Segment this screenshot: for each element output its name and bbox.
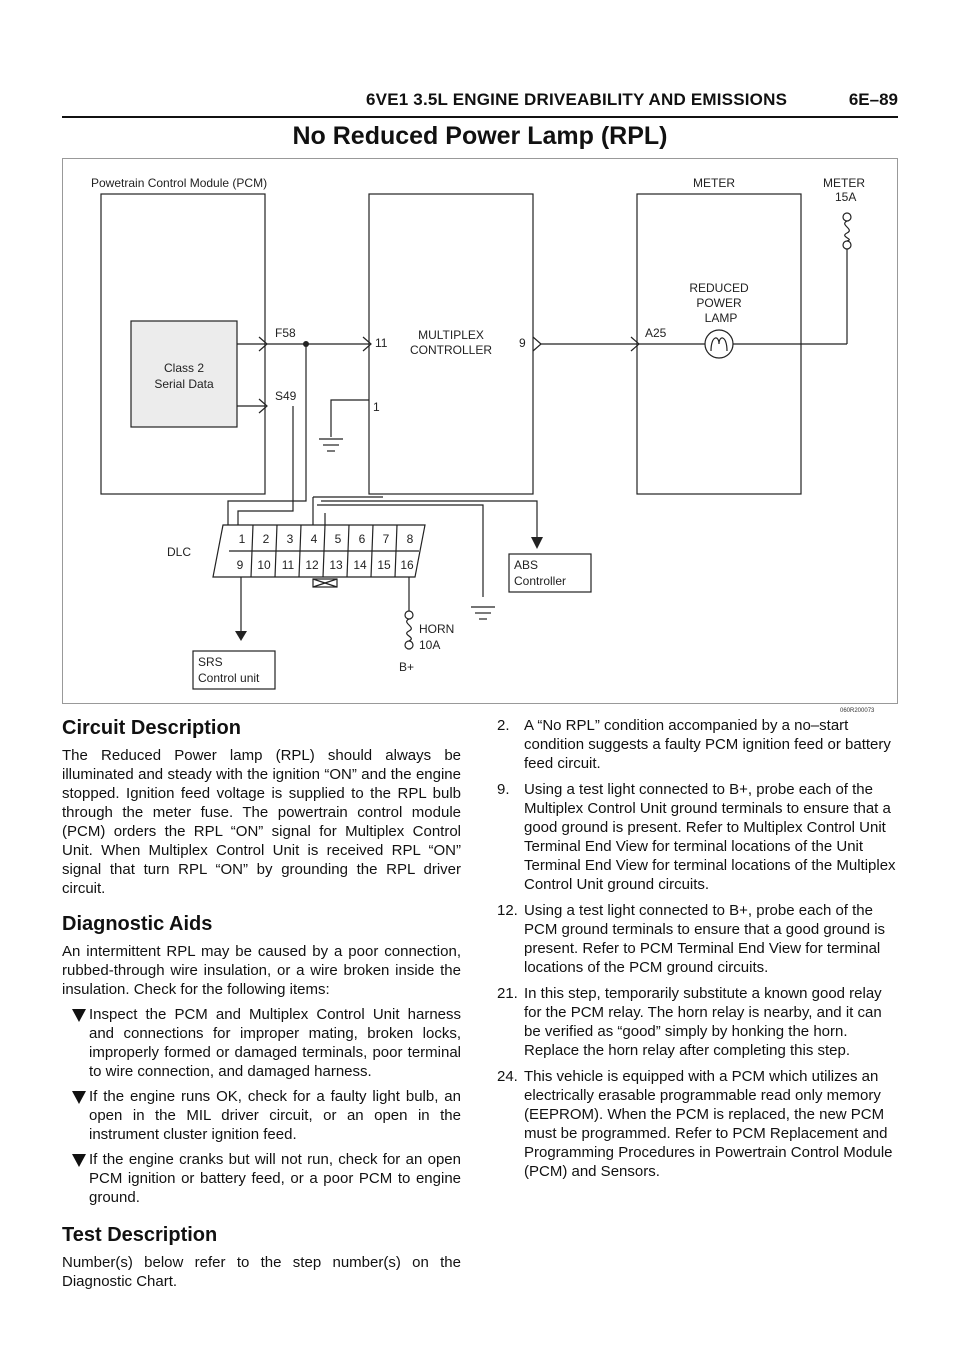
- right-column: [497, 716, 898, 1188]
- diagnostic-aids-intro: An intermittent RPL may be caused by a poor connection, rubbed-through wire insulation, or a wire broken inside the insulation. Check for the following items:: [62, 943, 461, 998]
- wiring-diagram: [62, 158, 898, 704]
- srs-line1: SRS: [198, 655, 223, 669]
- bplus-label: B+: [399, 660, 415, 674]
- abs-line2: Controller: [514, 574, 567, 588]
- pcm-label: Powetrain Control Module (PCM): [91, 176, 268, 190]
- page-title: No Reduced Power Lamp (RPL): [292, 122, 668, 150]
- dlc-pin: 3: [286, 532, 294, 546]
- left-column: [62, 716, 461, 1301]
- dlc-pin: 7: [382, 532, 390, 546]
- step-item: 9. Using a test light connected to B+, probe each of the Multiplex Control Unit ground terminals to ensure that a good ground is present. Refer to Multiplex Control Unit Terminal End View for terminal locations of the Unit Terminal End View for terminal locations of the Multiplex Control Unit ground circuits.: [497, 781, 896, 893]
- circuit-description-heading: Circuit Description: [62, 717, 241, 739]
- circuit-description-text: The Reduced Power lamp (RPL) should always be illuminated and steady with the ignition “ON” and the engine stopped. Ignition feed voltage is supplied to the RPL bulb through the meter fuse. The powertrain control module (PCM) orders the RPL “ON” signal for Multiplex Control Unit. When Multiplex Control Unit is received RPL “ON” signal that turn RPL “ON” by grounding the RPL driver circuit.: [62, 747, 461, 897]
- triangle-bullet-icon: [72, 1154, 86, 1167]
- wiring-diagram-svg: [63, 159, 899, 705]
- dlc-pin: 14: [353, 558, 367, 572]
- dlc-pin: 12: [305, 558, 319, 572]
- mux-line1: MULTIPLEX: [418, 328, 484, 342]
- dlc-pin: 13: [329, 558, 343, 572]
- page-number: 6E–89: [848, 90, 898, 109]
- dlc-pin: 2: [262, 532, 270, 546]
- dlc-pin: 10: [257, 558, 271, 572]
- class2-line2: Serial Data: [154, 377, 214, 391]
- dlc-pin: 11: [281, 558, 295, 572]
- pin-f58: F58: [275, 326, 296, 340]
- diagnostic-aid-item: If the engine cranks but will not run, check for an open PCM ignition or battery feed, or a poor PCM to engine ground.: [62, 1150, 461, 1207]
- dlc-pin: 15: [377, 558, 391, 572]
- step-item: 12. Using a test light connected to B+, probe each of the PCM ground terminals to ensure that a good ground is present. Refer to PCM Terminal End View for terminal locations of the PCM ground circuits.: [497, 902, 886, 976]
- rpl-line2: POWER: [696, 296, 742, 310]
- abs-line1: ABS: [514, 558, 539, 572]
- dlc-pin: 8: [406, 532, 414, 546]
- rpl-line1: REDUCED: [689, 281, 749, 295]
- step-item: 21. In this step, temporarily substitute a known good relay for the PCM relay. The horn relay is nearby, and it can be verified as “good” simply by honking the horn. Replace the horn relay after completing this step.: [497, 985, 882, 1059]
- mux-line2: CONTROLLER: [409, 343, 493, 357]
- test-description-text: Number(s) below refer to the step number(s) on the Diagnostic Chart.: [62, 1254, 461, 1290]
- class2-line1: Class 2: [163, 361, 205, 375]
- page-header: [62, 86, 898, 118]
- triangle-bullet-icon: [72, 1009, 86, 1022]
- meter-fuse-amp: 15A: [835, 190, 857, 204]
- test-description-heading: Test Description: [62, 1224, 218, 1246]
- mux-pin-9: 9: [519, 336, 526, 350]
- meter-fuse-label: METER: [823, 176, 865, 190]
- section-title: 6VE1 3.5L ENGINE DRIVEABILITY AND EMISSIONS: [366, 90, 788, 109]
- mux-pin-1: 1: [373, 400, 380, 414]
- dlc-pin: 16: [400, 558, 414, 572]
- pin-a25: A25: [645, 326, 667, 340]
- step-item: 2. A “No RPL” condition accompanied by a no–start condition suggests a faulty PCM ignition feed or battery feed circuit.: [497, 717, 891, 772]
- dlc-label: DLC: [167, 545, 192, 559]
- step-item: 24. This vehicle is equipped with a PCM which utilizes an electrically erasable programmable read only memory (EEPROM). When the PCM is replaced, the new PCM must be programmed. Refer to PCM Replacement and Programming Procedures in Powertrain Control Module (PCM) and Sensors.: [497, 1068, 893, 1180]
- pin-s49: S49: [275, 389, 297, 403]
- dlc-pins: [237, 532, 414, 572]
- dlc-pin: 4: [310, 532, 318, 546]
- figure-id: 060R200073: [840, 708, 875, 714]
- rpl-line3: LAMP: [704, 311, 738, 325]
- triangle-bullet-icon: [72, 1091, 86, 1104]
- dlc-pin: 9: [236, 558, 244, 572]
- dlc-pin: 1: [238, 532, 246, 546]
- diagnostic-aid-item: If the engine runs OK, check for a faulty light bulb, an open in the MIL driver circuit, or an open in the instrument cluster ignition feed.: [62, 1087, 461, 1144]
- diagnostic-aid-item: Inspect the PCM and Multiplex Control Unit harness and connections for improper mating, broken locks, improperly formed or damaged terminals, poor terminal to wire connection, and damaged harness.: [62, 1005, 461, 1081]
- mux-pin-11: 11: [375, 336, 388, 350]
- srs-line2: Control unit: [198, 671, 260, 685]
- horn-line2: 10A: [419, 638, 441, 652]
- meter-label: METER: [693, 176, 735, 190]
- dlc-pin: 6: [358, 532, 366, 546]
- dlc-pin: 5: [334, 532, 342, 546]
- diagnostic-aids-heading: Diagnostic Aids: [62, 913, 213, 935]
- horn-line1: HORN: [419, 622, 455, 636]
